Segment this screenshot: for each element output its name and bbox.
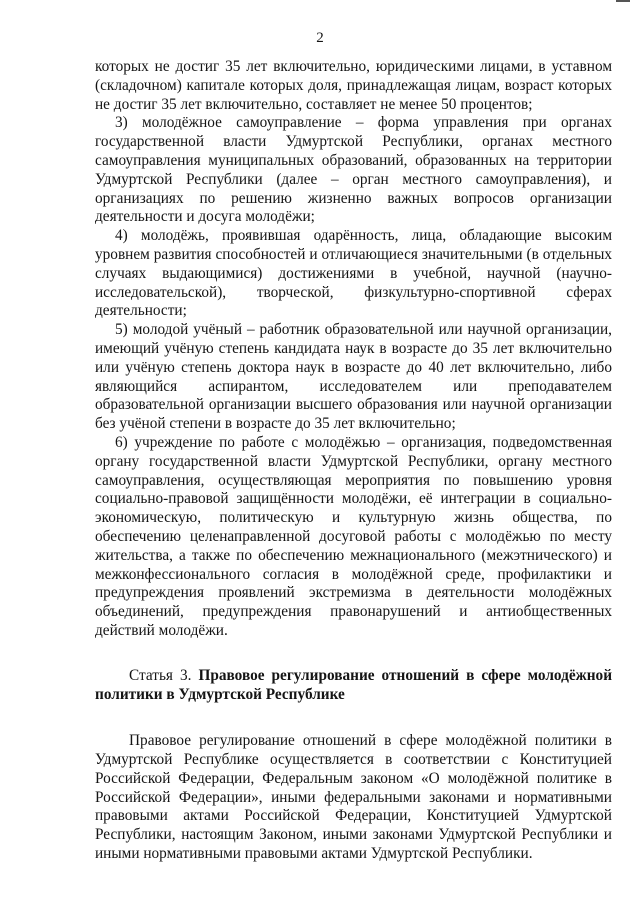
- article-heading: [95, 667, 612, 705]
- paragraph-item-5: 5) молодой учёный – работник образовательной или научной организации, имеющий учёную степень кандидата наук в возрасте до 35 лет включительно или учёную степень доктора наук в возрасте до 40 лет включительно, либо являющийся аспирантом, исследователем или преподавателем образовательной организации высшего образования или научной организации без учёной степени в возрасте до 35 лет включительно;: [95, 321, 612, 433]
- paragraph-item-6: 6) учреждение по работе с молодёжью – организация, подведомственная органу государственной власти Удмуртской Республики, органу местного самоуправления, осуществляющая мероприятия по повышению уровня социально-правовой защищённости молодёжи, её интеграции в социально-экономическую, политическую и культурную жизнь общества, по обеспечению целенаправленной досуговой работы с молодёжью по месту жительства, а также по обеспечению межнационального (межэтнического) и межконфессионального согласия в молодёжной среде, профилактики и предупреждения проявлений экстремизма в деятельности молодёжных объединений, предупреждения правонарушений и антиобщественных действий молодёжи.: [95, 433, 612, 639]
- corner-mark: [616, 0, 630, 2]
- article-body: Правовое регулирование отношений в сфере молодёжной политики в Удмуртской Республике осуществляется в соответствии с Конституцией Российской Федерации, Федеральным законом «О молодёжной политике в Российской Федерации», иными федеральными законами и нормативными правовыми актами Российской Федерации, Конституцией Удмуртской Республики, настоящим Законом, иными законами Удмуртской Республики и иными нормативными правовыми актами Удмуртской Республики.: [95, 732, 612, 863]
- paragraph-item-4: 4) молодёжь, проявившая одарённость, лица, обладающие высоким уровнем развития способностей и отличающиеся значительными (в отдельных случаях выдающимися) достижениями в учебной, научной (научно-исследовательской), творческой, физкультурно-спортивной сферах деятельности;: [95, 227, 612, 320]
- page-number: 2: [316, 30, 324, 46]
- article-prefix: Статья 3.: [129, 666, 192, 684]
- article-title: Правовое регулирование отношений в сфере молодёжной политики в Удмуртской Республике: [95, 666, 613, 703]
- paragraph-item-3: 3) молодёжное самоуправление – форма управления при органах государственной власти Удмуртской Республики, органах местного самоуправления муниципальных образований, образованных на территории Удмуртской Республики (далее – орган местного самоуправления), и организациях по решению жизненно важных вопросов организации деятельности и досуга молодёжи;: [95, 114, 612, 226]
- paragraph-continuation: которых не достиг 35 лет включительно, юридическими лицами, в уставном (складочном) капитале которых доля, принадлежащая лицам, возраст которых не достиг 35 лет включительно, составляет не менее 50 процентов;: [95, 58, 612, 113]
- document-body: [95, 58, 612, 864]
